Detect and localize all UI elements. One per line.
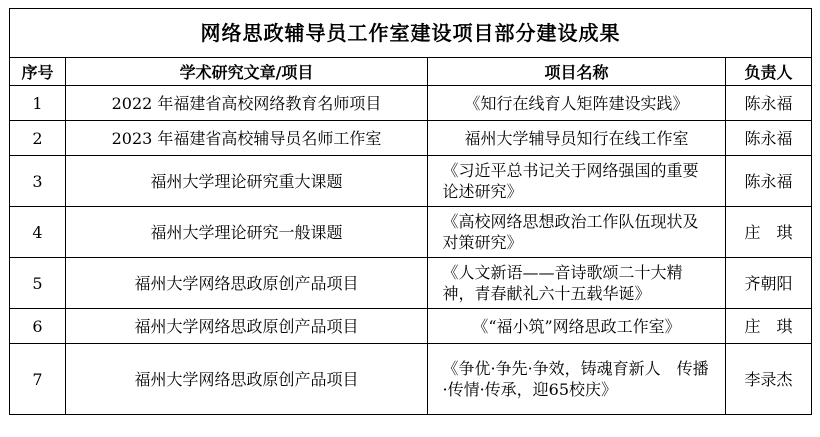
- header-owner: 负责人: [726, 58, 812, 86]
- header-index: 序号: [10, 58, 66, 86]
- row-name: 《高校网络思想政治工作队伍现状及对策研究》: [442, 212, 699, 252]
- row-category: 福州大学理论研究一般课题: [66, 207, 428, 258]
- row-name-cell: [428, 156, 726, 207]
- table-row: [10, 258, 812, 309]
- row-category: 2023 年福建省高校辅导员名师工作室: [66, 121, 428, 156]
- row-owner: 陈永福: [726, 86, 812, 121]
- row-index: 6: [10, 309, 66, 344]
- table-row: [10, 156, 812, 207]
- achievements-table: [9, 8, 812, 415]
- row-name-cell: [428, 309, 726, 344]
- header-name: 项目名称: [428, 58, 726, 86]
- row-name-cell: [428, 86, 726, 121]
- table-title: 网络思政辅导员工作室建设项目部分建设成果: [10, 9, 812, 58]
- row-category: 福州大学网络思政原创产品项目: [66, 344, 428, 415]
- row-category: 福州大学网络思政原创产品项目: [66, 309, 428, 344]
- row-name: 《争优·争先·争效，铸魂育新人 传播·传情·传承，迎65校庆》: [442, 359, 709, 399]
- header-category: 学术研究文章/项目: [66, 58, 428, 86]
- achievements-table-container: [9, 8, 811, 433]
- row-owner: 齐朝阳: [726, 258, 812, 309]
- row-name: 福州大学辅导员知行在线工作室: [464, 128, 689, 148]
- row-category: 2022 年福建省高校网络教育名师项目: [66, 86, 428, 121]
- row-index: 2: [10, 121, 66, 156]
- row-name: 《人文新语——音诗歌颂二十大精神，青春献礼六十五载华诞》: [442, 263, 683, 303]
- row-name-cell: [428, 207, 726, 258]
- table-row: [10, 86, 812, 121]
- table-row: [10, 309, 812, 344]
- row-name-cell: [428, 344, 726, 415]
- row-name: 《知行在线育人矩阵建设实践》: [464, 93, 689, 113]
- row-index: 7: [10, 344, 66, 415]
- row-owner: 陈永福: [726, 156, 812, 207]
- table-row: [10, 344, 812, 415]
- table-header-row: [10, 58, 812, 86]
- table-row: [10, 207, 812, 258]
- row-index: 3: [10, 156, 66, 207]
- row-index: 1: [10, 86, 66, 121]
- row-index: 4: [10, 207, 66, 258]
- table-title-row: [10, 9, 812, 58]
- row-name: 《“福小筑”网络思政工作室》: [472, 316, 681, 336]
- row-category: 福州大学理论研究重大课题: [66, 156, 428, 207]
- row-owner: 陈永福: [726, 121, 812, 156]
- row-name-cell: [428, 258, 726, 309]
- row-index: 5: [10, 258, 66, 309]
- row-owner: 庄 琪: [726, 309, 812, 344]
- row-name-cell: [428, 121, 726, 156]
- row-owner: 庄 琪: [726, 207, 812, 258]
- row-name: 《习近平总书记关于网络强国的重要论述研究》: [442, 161, 699, 201]
- row-owner: 李录杰: [726, 344, 812, 415]
- table-row: [10, 121, 812, 156]
- row-category: 福州大学网络思政原创产品项目: [66, 258, 428, 309]
